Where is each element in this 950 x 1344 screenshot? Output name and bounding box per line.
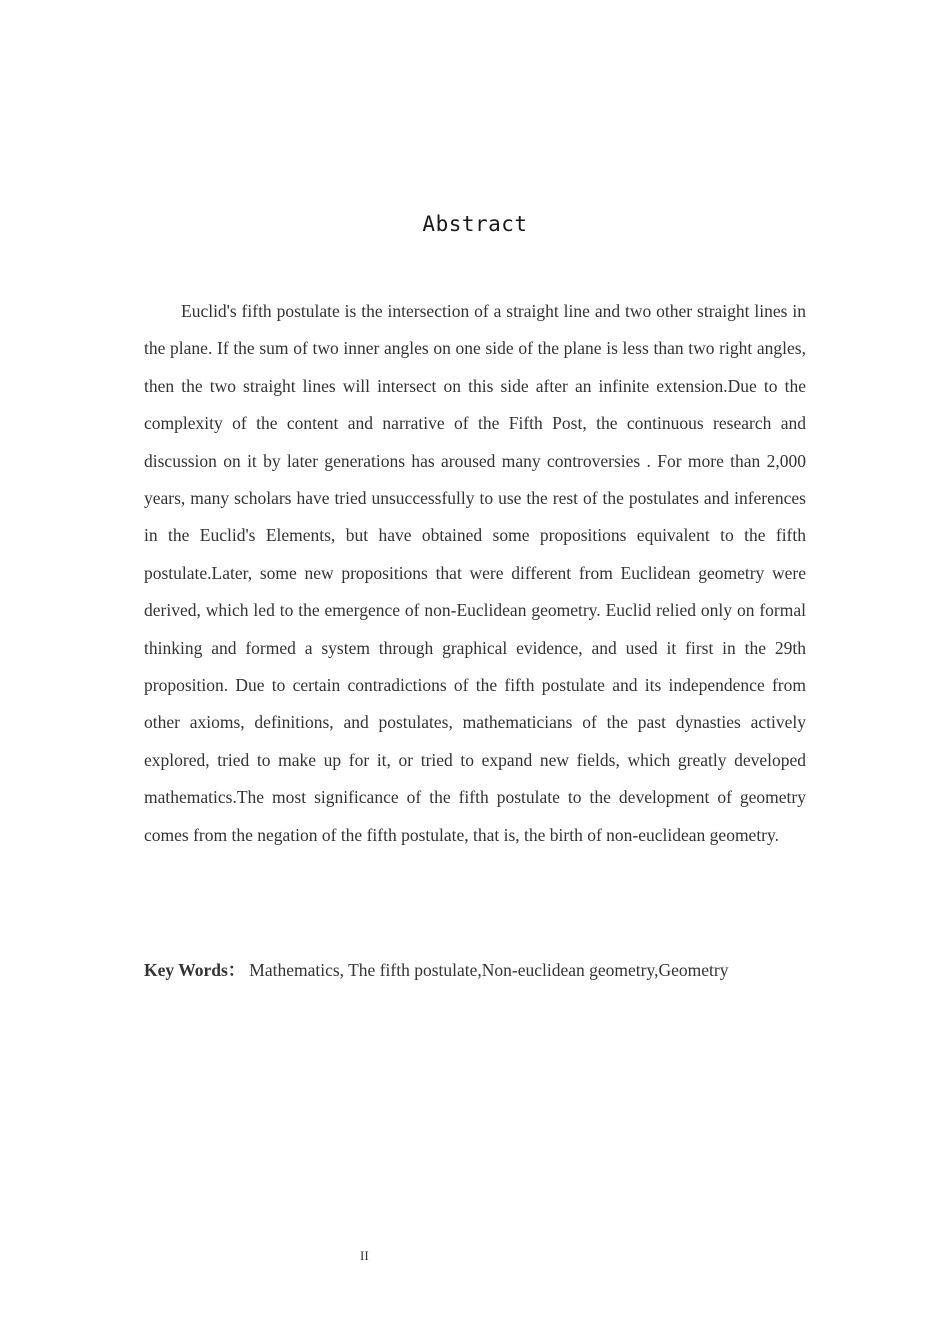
- keywords-separator: ：: [227, 960, 246, 980]
- keywords-list: Mathematics, The fifth postulate,Non-euclidean geometry,Geometry: [249, 960, 729, 980]
- page-title: Abstract: [422, 212, 528, 236]
- keywords-label: Key Words: [144, 960, 228, 980]
- keywords-line: [144, 956, 844, 984]
- abstract-paragraph: Euclid's fifth postulate is the intersection of a straight line and two other straight lines in the plane. If the sum of two inner angles on one side of the plane is less than two right angles, then the two straight lines will intersect on this side after an infinite extension.Due to the complexity of the content and narrative of the Fifth Post, the continuous research and discussion on it by later generations has aroused many controversies . For more than 2,000 years, many scholars have tried unsuccessfully to use the rest of the postulates and inferences in the Euclid's Elements, but have obtained some propositions equivalent to the fifth postulate.Later, some new propositions that were different from Euclidean geometry were derived, which led to the emergence of non-Euclidean geometry. Euclid relied only on formal thinking and formed a system through graphical evidence, and used it first in the 29th proposition. Due to certain contradictions of the fifth postulate and its independence from other axioms, definitions, and postulates, mathematicians of the past dynasties actively explored, tried to make up for it, or tried to expand new fields, which greatly developed mathematics.The most significance of the fifth postulate to the development of geometry comes from the negation of the fifth postulate, that is, the birth of non-euclidean geometry.: [144, 301, 806, 845]
- page-number: II: [360, 1248, 369, 1263]
